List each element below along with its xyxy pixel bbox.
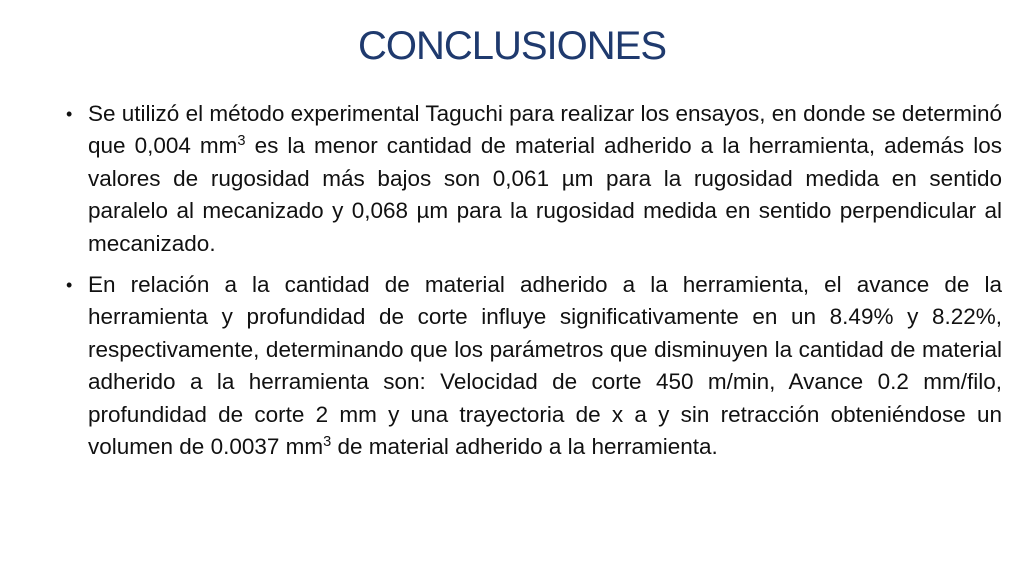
bullet-2-text-part2: de material adherido a la herramienta. [331, 434, 718, 460]
bullet-list [66, 98, 1002, 463]
bullet-1-text-part2: es la menor cantidad de material adherido a la herramienta, además los valores de rugosidad más bajos son 0,061 µm para la rugosidad medida en sentido paralelo al mecanizado y 0,068 µm para la rugosidad medida en sentido perpendicular al mecanizado. [88, 133, 1002, 256]
slide-title: CONCLUSIONES [357, 24, 667, 68]
bullet-2-superscript: 3 [323, 434, 332, 451]
bullet-dot-icon: • [66, 104, 73, 124]
bullet-1-superscript: 3 [237, 133, 246, 150]
bullet-item-1 [66, 98, 1002, 260]
bullet-item-2 [66, 269, 1002, 463]
bullet-dot-icon: • [66, 275, 73, 296]
bullet-2-text-part1: En relación a la cantidad de material adherido a la herramienta, el avance de la herramienta y profundidad de corte influye significativamente en un 8.49% y 8.22%, respectivamente, determinando que los parámetros que disminuyen la cantidad de material adherido a la herramienta son: Velocidad de corte 450 m/min, Avance 0.2 mm/filo, profundidad de corte 2 mm y una trayectoria de x a y sin retracción obteniéndose un volumen de 0.0037 mm [88, 272, 1002, 460]
bullet-1-text-part1: Se utilizó el método experimental Taguchi para realizar los ensayos, en donde se determinó que 0,004 mm [88, 101, 1002, 159]
